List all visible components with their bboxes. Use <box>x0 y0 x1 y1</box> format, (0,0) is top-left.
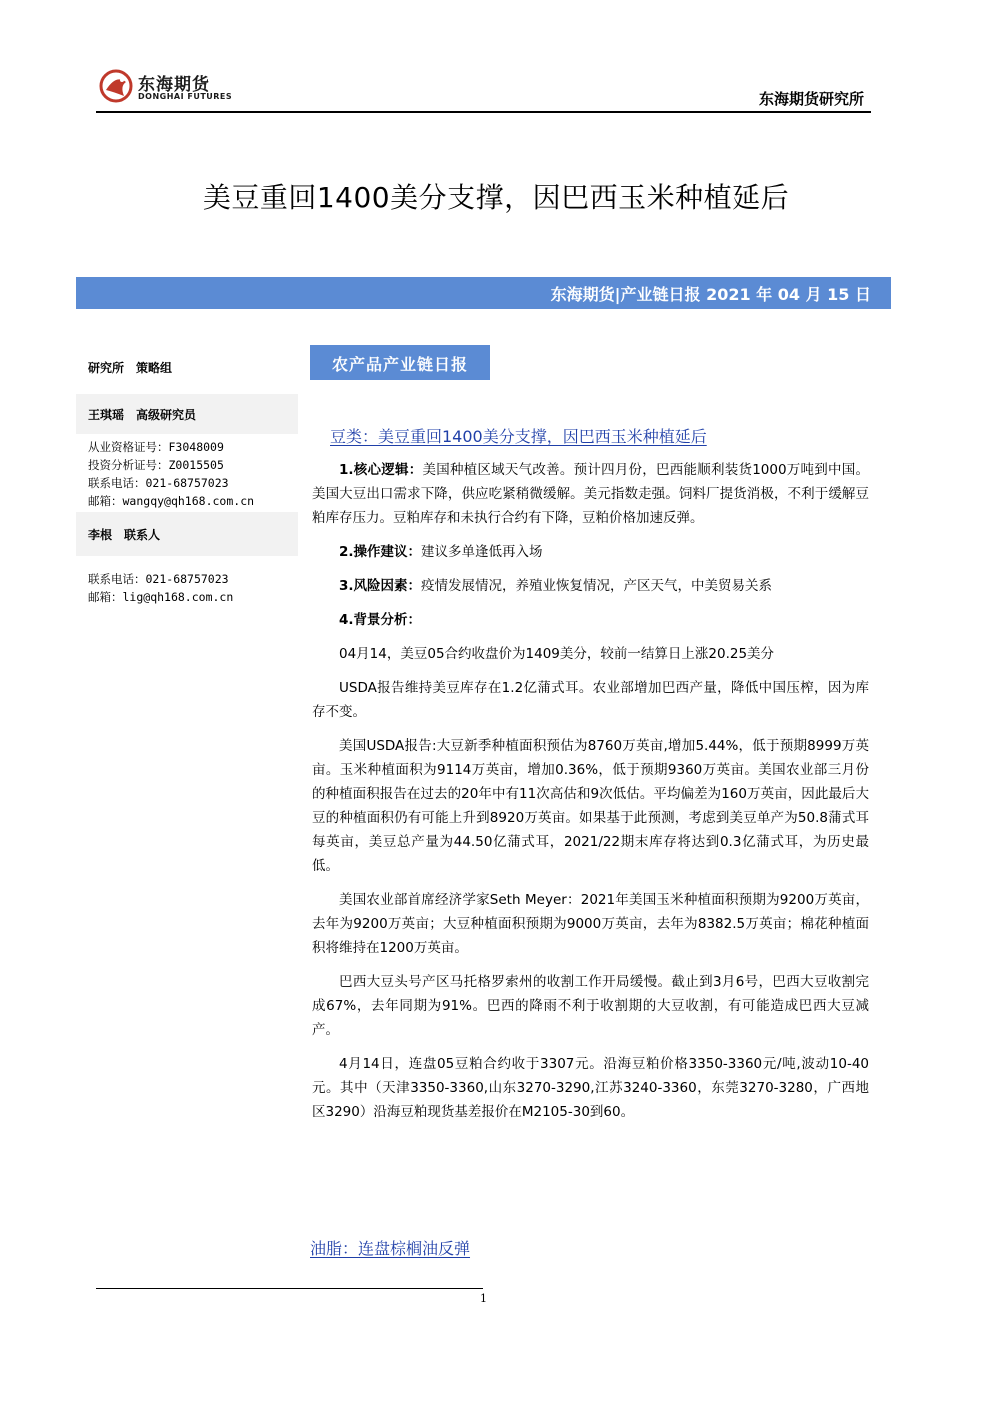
background-paragraph: 4月14日，连盘05豆粕合约收于3307元。沿海豆粕价格3350-3360元/吨,波动10-40元。其中（天津3350-3360,山东3270-3290,江苏3240-3360，东莞3270-3280，广西地区3290）沿海豆粕现货基差报价在M2105-30到60。 <box>312 1056 869 1120</box>
author2-details <box>88 570 233 606</box>
author1-name: 王琪瑶 高级研究员 <box>88 408 197 422</box>
report-banner <box>76 277 891 309</box>
page-number: 1 <box>480 1292 487 1305</box>
author2-line: 联系电话：021-68757023 <box>88 572 229 586</box>
background-paragraph: 美国USDA报告:大豆新季种植面积预估为8760万英亩,增加5.44%，低于预期8999万英亩。玉米种植面积为9114万英亩，增加0.36%，低于预期9360万英亩。美国农业部三月份的种植面积报告在过去的20年中有11次高估和9次低估。平均偏差为160万英亩，因此最后大豆的种植面积仍有可能上升到8920万英亩。如果基于此预测，考虑到美豆单产为50.8蒲式耳每英亩，美豆总产量为44.50亿蒲式耳，2021/22期末库存将达到0.3亿蒲式耳，为历史最低。 <box>312 738 869 874</box>
author1-line: 从业资格证号：F3048009 <box>88 440 224 454</box>
core-logic-label: 1.核心逻辑： <box>339 462 423 478</box>
background-paragraph: 巴西大豆头号产区马托格罗索州的收割工作开局缓慢。截止到3月6号，巴西大豆收割完成67%，去年同期为91%。巴西的降雨不利于收割期的大豆收割，有可能造成巴西大豆减产。 <box>312 974 869 1038</box>
category-label: 农产品产业链日报 <box>331 355 468 374</box>
report-title: 美豆重回1400美分支撑，因巴西玉米种植延后 <box>202 181 790 214</box>
risk-label: 3.风险因素： <box>339 578 422 594</box>
author1-line: 投资分析证号：Z0015505 <box>88 458 224 472</box>
footer-divider <box>96 1288 483 1289</box>
author1-line: 联系电话：021-68757023 <box>88 476 229 490</box>
risk-text: 疫情发展情况，养殖业恢复情况，产区天气，中美贸易关系 <box>421 578 773 594</box>
logo-text-cn: 东海期货 <box>138 75 210 95</box>
report-body <box>312 458 869 1134</box>
background-paragraph: 美国农业部首席经济学家Seth Meyer：2021年美国玉米种植面积预期为9200万英亩，去年为9200万英亩；大豆种植面积预期为9000万英亩，去年为8382.5万英亩；棉花种植面积将维持在1200万英亩。 <box>312 892 869 956</box>
background-paragraph: 04月14，美豆05合约收盘价为1409美分，较前一结算日上涨20.25美分 <box>339 646 775 662</box>
author2-email: 邮箱：lig@qh168.com.cn <box>88 590 234 604</box>
section-title-soy[interactable]: 豆类：美豆重回1400美分支撑，因巴西玉米种植延后 <box>330 427 707 446</box>
core-logic-paragraph <box>312 458 869 530</box>
logo-text-en: DONGHAI FUTURES <box>138 92 233 101</box>
logo-mark-icon <box>96 66 136 106</box>
advice-label: 2.操作建议： <box>339 544 422 560</box>
risk-paragraph <box>312 574 869 598</box>
section-title-oil[interactable]: 油脂：连盘棕榈油反弹 <box>310 1239 471 1258</box>
background-paragraph: USDA报告维持美豆库存在1.2亿蒲式耳。农业部增加巴西产量，降低中国压榨，因为库存不变。 <box>312 680 869 720</box>
author2-name: 李根 联系人 <box>88 528 161 542</box>
category-box <box>310 345 490 380</box>
core-logic-text: 美国种植区域天气改善。预计四月份，巴西能顺利装货1000万吨到中国。美国大豆出口需求下降，供应吃紧稍微缓解。美元指数走强。饲料厂提货消极，不利于缓解豆粕库存压力。豆粕库存和未执行合约有下降，豆粕价格加速反弹。 <box>312 462 869 526</box>
background-label: 4.背景分析： <box>339 612 422 628</box>
background-heading <box>312 608 869 632</box>
banner-text: 东海期货|产业链日报 2021 年 04 月 15 日 <box>550 285 871 304</box>
sidebar-dept: 研究所 策略组 <box>88 361 173 375</box>
header-institute: 东海期货研究所 <box>758 90 864 108</box>
advice-paragraph <box>312 540 869 564</box>
company-logo <box>96 66 256 110</box>
advice-text: 建议多单逢低再入场 <box>421 544 543 560</box>
author1-email: 邮箱：wangqy@qh168.com.cn <box>88 494 255 508</box>
author1-details <box>88 438 254 510</box>
header-divider <box>96 111 871 113</box>
